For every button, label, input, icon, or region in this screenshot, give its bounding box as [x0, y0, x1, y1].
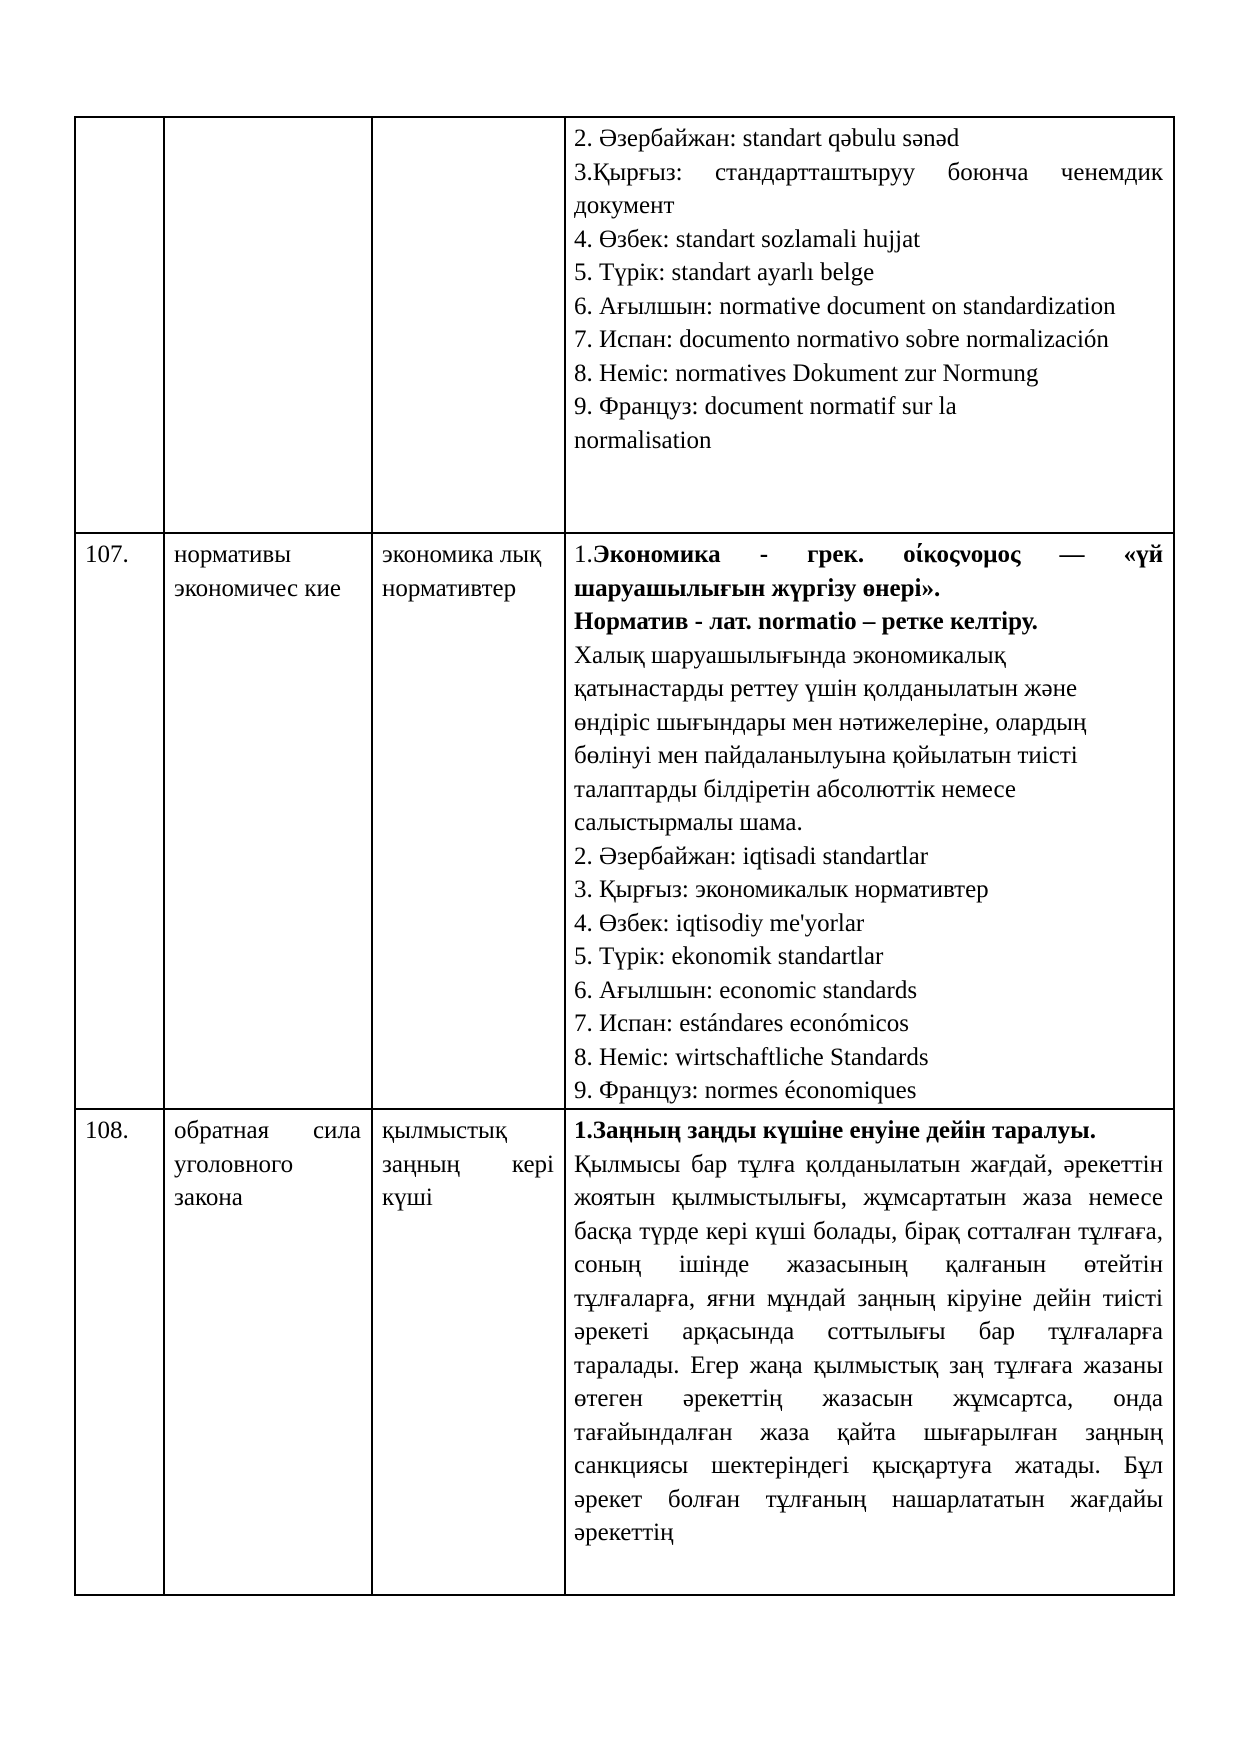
russian-term: нормативы экономичес кие: [164, 533, 372, 1109]
kazakh-term: [372, 117, 565, 533]
table-row: [75, 533, 1174, 1109]
translation-line: 9. Француз: document normatif sur la normalisation: [574, 393, 957, 454]
translation-line: 2. Әзербайжан: iqtisadi standartlar: [574, 842, 929, 870]
translation-line: 8. Неміс: normatives Dokument zur Normung: [574, 359, 1039, 387]
row-number: 108.: [75, 1109, 164, 1595]
translation-line: 7. Испан: estándares económicos: [574, 1010, 909, 1037]
terminology-table: [74, 116, 1175, 1596]
translation-line: 5. Түрік: standart ayarlı belge: [574, 259, 875, 286]
translation-line: 2. Әзербайжан: standart qəbulu sənəd: [574, 125, 960, 152]
translation-line: 6. Ағылшын: economic standards: [574, 976, 918, 1004]
table-row: [75, 117, 1174, 533]
kazakh-term: экономика лық нормативтер: [372, 533, 565, 1109]
etymology-economics: 1.Экономика - грек. οίκοςνομος — «үй шаруашылығын жүргізу өнері».: [574, 541, 1163, 602]
kazakh-term: қылмыстық заңның кері күші: [372, 1109, 565, 1595]
translation-line: 6. Ағылшын: normative document on standardization: [574, 292, 1116, 320]
translations-cell: [565, 117, 1174, 533]
translation-line: 4. Өзбек: standart sozlamali hujjat: [574, 225, 921, 253]
translation-line: 4. Өзбек: iqtisodiy me'yorlar: [574, 909, 865, 937]
row-number: 107.: [75, 533, 164, 1109]
definition-cell: [565, 1109, 1174, 1595]
russian-term: [164, 117, 372, 533]
translation-line: 3.Қырғыз: стандартташтыруу боюнча ченемдик документ: [574, 158, 1163, 219]
definition-cell: [565, 533, 1174, 1109]
translation-line: 8. Неміс: wirtschaftliche Standards: [574, 1043, 929, 1071]
russian-term: обратная сила уголовного закона: [164, 1109, 372, 1595]
etymology-normative: Норматив - лат. normatio – ретке келтіру.: [574, 608, 1038, 635]
table-row: [75, 1109, 1174, 1595]
row-number: [75, 117, 164, 533]
translation-line: 5. Түрік: ekonomik standartlar: [574, 943, 884, 970]
definition-heading: 1.Заңның заңды күшіне енуіне дейін таралуы.: [574, 1117, 1096, 1144]
definition-text: Қылмысы бар тұлға қолданылатын жағдай, әрекеттін жоятын қылмыстылығы, жұмсартатын жаза немесе басқа түрде кері күші болады, бірақ сотталған тұлғаға, соның ішінде жазасының қалғанын өтейтін тұлғаларға, яғни мұндай заңның кіруіне дейін тиісті әрекеті арқасында соттылығы бар тұлғаларға таралады. Егер жаңа қылмыстық заң тұлғаға жазаны өтеген әрекеттің жазасын жұмсартса, онда тағайындалған жаза қайта шығарылған заңның санкциясы шектеріндегі қысқартуға жатады. Бұл әрекет болған тұлғаның нашарлататын жағдайы әрекеттің: [574, 1150, 1163, 1546]
translation-line: 9. Француз: normes économiques: [574, 1077, 917, 1104]
translation-line: 7. Испан: documento normativo sobre normalización: [574, 326, 1109, 353]
translation-line: 3. Қырғыз: экономикалык нормативтер: [574, 876, 989, 903]
definition-text: Халық шаруашылығында экономикалық қатынастарды реттеу үшін қолданылатын және өндіріс шығындары мен нәтижелеріне, олардың бөлінуі мен пайдаланылуына қойылатын тиісті талаптарды білдіретін абсолюттік немесе салыстырмалы шама.: [574, 641, 1087, 836]
